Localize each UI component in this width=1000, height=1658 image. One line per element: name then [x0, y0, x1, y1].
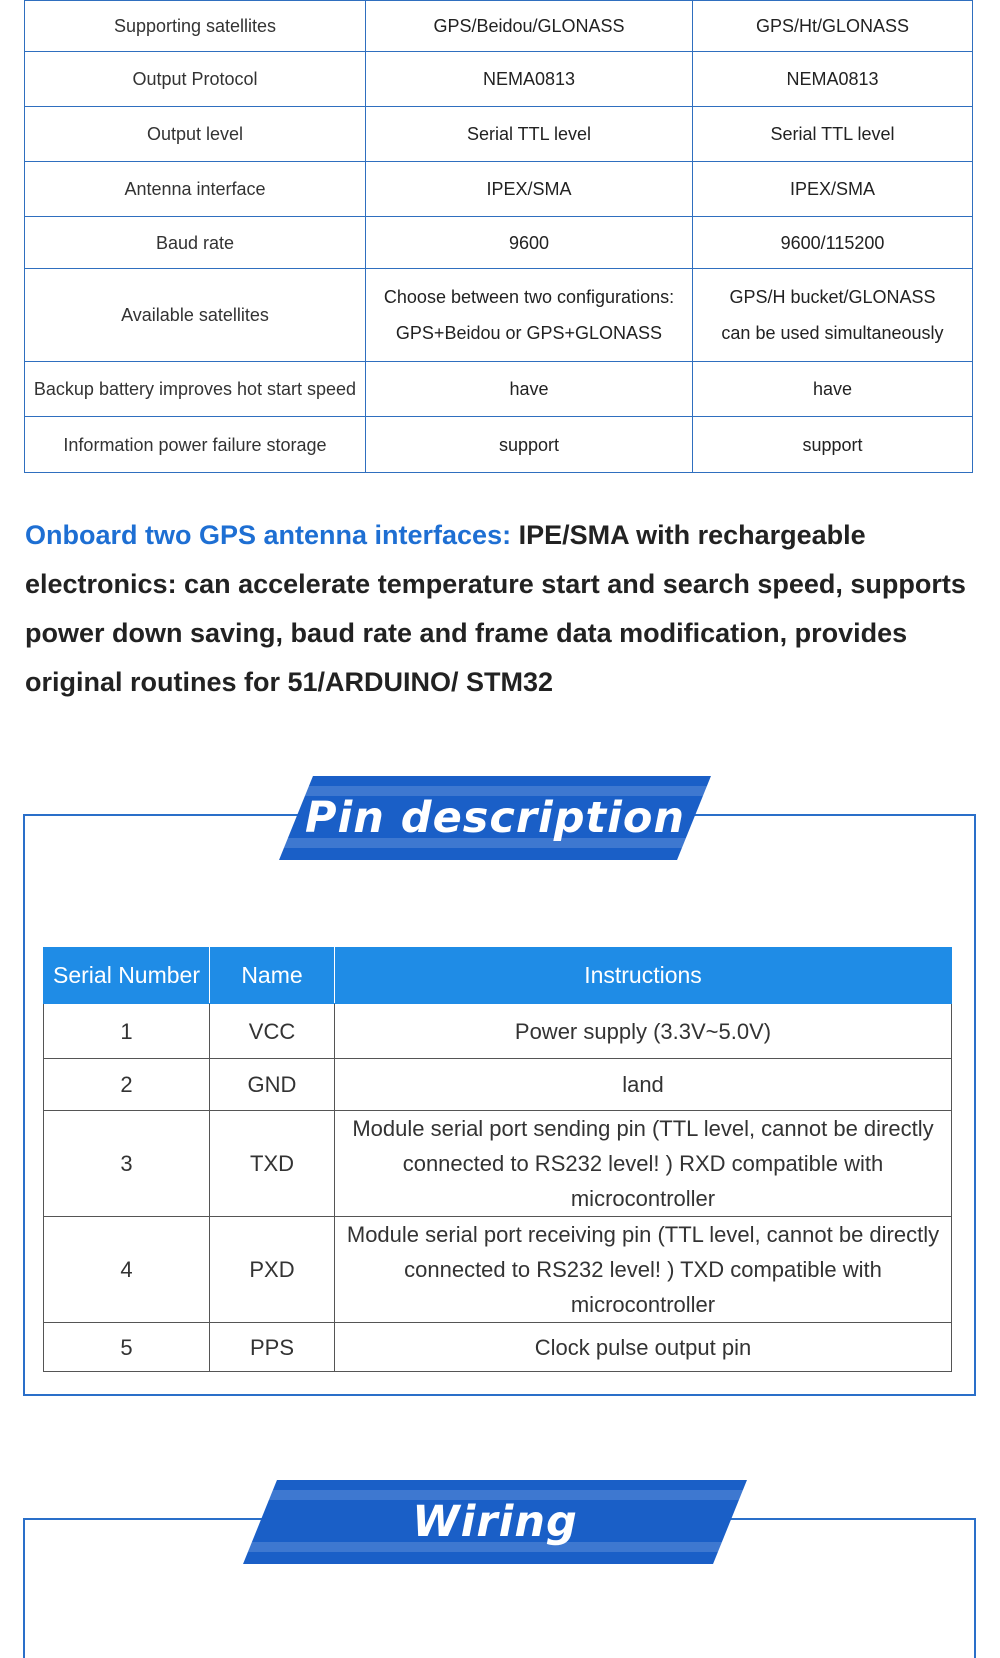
pin-number: 2 [44, 1059, 210, 1111]
section-title: Wiring instructions [344, 1497, 646, 1631]
spec-row [25, 162, 973, 217]
table-row [44, 1059, 952, 1111]
pin-instruction-line: Module serial port receiving pin (TTL level, cannot be directly [346, 1222, 940, 1247]
spec-row [25, 1, 973, 52]
spec-value: NEMA0813 [366, 52, 693, 107]
spec-value-line: can be used simultaneously [721, 323, 944, 343]
spec-value: Serial TTL level [366, 107, 693, 162]
spec-value: 9600/115200 [693, 217, 973, 269]
section-title: Pin description [304, 793, 686, 843]
spec-value: 9600 [366, 217, 693, 269]
pin-table-header [44, 948, 952, 1004]
feature-highlight: Onboard two GPS antenna interfaces: [25, 520, 512, 550]
spec-row [25, 269, 973, 362]
spec-table [24, 0, 973, 473]
pin-instruction-line: connected to RS232 level! ) TXD compatible with microcontroller [404, 1257, 882, 1317]
spec-label: Output Protocol [25, 52, 366, 107]
pin-number: 4 [44, 1217, 210, 1323]
pin-description-banner [279, 776, 711, 860]
spec-value: support [693, 417, 973, 473]
spec-value: IPEX/SMA [693, 162, 973, 217]
spec-value: IPEX/SMA [366, 162, 693, 217]
spec-value-line: Choose between two configurations: [383, 287, 675, 307]
spec-label: Available satellites [25, 269, 366, 362]
spec-row [25, 107, 973, 162]
header-name: Name [210, 948, 335, 1004]
table-row [44, 1111, 952, 1217]
spec-value [366, 269, 693, 362]
spec-row [25, 52, 973, 107]
spec-value: GPS/Ht/GLONASS [693, 1, 973, 52]
pin-instruction: Clock pulse output pin [335, 1323, 952, 1372]
pin-number: 3 [44, 1111, 210, 1217]
pin-table [43, 947, 952, 1372]
spec-value-line: GPS+Beidou or GPS+GLONASS [395, 323, 663, 343]
spec-row [25, 362, 973, 417]
spec-value-line: GPS/H bucket/GLONASS [729, 287, 936, 307]
table-row [44, 1004, 952, 1059]
pin-number: 1 [44, 1004, 210, 1059]
header-serial-number: Serial Number [44, 948, 210, 1004]
header-instructions: Instructions [335, 948, 952, 1004]
spec-value: have [693, 362, 973, 417]
spec-label: Output level [25, 107, 366, 162]
spec-row [25, 217, 973, 269]
feature-text: IPE/SMA with rechargeable electronics: can accelerate temperature start and search speed, supports power down saving, baud rate and frame data modification, provides original routines for 51/ARDUINO/ STM32 [25, 520, 966, 697]
pin-instruction-line: connected to RS232 level! ) RXD compatible with microcontroller [402, 1151, 884, 1211]
spec-row [25, 417, 973, 473]
pin-name: GND [210, 1059, 335, 1111]
spec-value: have [366, 362, 693, 417]
spec-label: Information power failure storage [25, 417, 366, 473]
pin-instruction [335, 1111, 952, 1217]
pin-name: PPS [210, 1323, 335, 1372]
pin-name: TXD [210, 1111, 335, 1217]
table-row [44, 1323, 952, 1372]
pin-instruction: land [335, 1059, 952, 1111]
pin-instruction [335, 1217, 952, 1323]
pin-name: PXD [210, 1217, 335, 1323]
pin-number: 5 [44, 1323, 210, 1372]
spec-value: Serial TTL level [693, 107, 973, 162]
spec-value: support [366, 417, 693, 473]
spec-label: Backup battery improves hot start speed [25, 362, 366, 417]
spec-value: GPS/Beidou/GLONASS [366, 1, 693, 52]
spec-label: Supporting satellites [25, 1, 366, 52]
pin-instruction: Power supply (3.3V~5.0V) [335, 1004, 952, 1059]
pin-instruction-line: Module serial port sending pin (TTL level, cannot be directly [352, 1116, 934, 1141]
table-row [44, 1217, 952, 1323]
feature-description [25, 511, 980, 707]
wiring-instructions-banner [243, 1480, 747, 1631]
pin-name: VCC [210, 1004, 335, 1059]
spec-label: Baud rate [25, 217, 366, 269]
spec-value: NEMA0813 [693, 52, 973, 107]
spec-label: Antenna interface [25, 162, 366, 217]
spec-value [693, 269, 973, 362]
